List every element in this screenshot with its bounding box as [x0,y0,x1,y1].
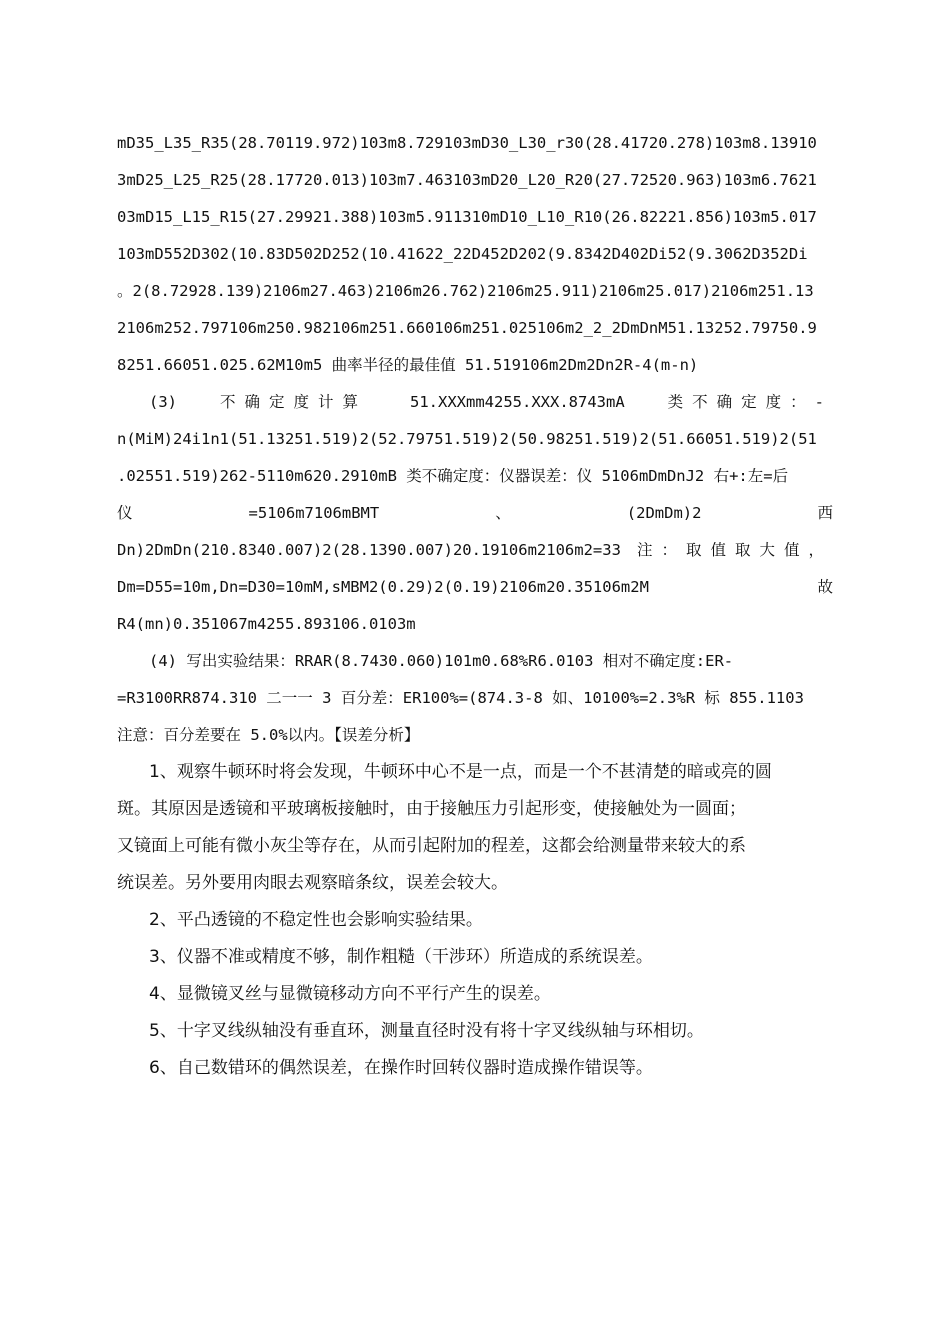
section-title: 不确定度计算 [220,393,368,411]
error-item-1-line: 又镜面上可能有微小灰尘等存在，从而引起附加的程差，这都会给测量带来较大的系 [117,836,746,856]
section-number: (3) [149,393,177,411]
error-item-6: 6、自己数错环的偶然误差，在操作时回转仪器时造成操作错误等。 [149,1058,653,1078]
uncertainty-heading-line [117,384,833,421]
formula-line: 2106m252.797106m250.982106m251.660106m251.025106m2_2_2DmDnM51.13252.79750.9 [117,319,817,337]
radius-uncertainty-line: R4(mn)0.351067m4255.893106.0103m [117,615,416,633]
uncertainty-type-label: 类不确定度：- [667,393,833,411]
error-item-1-line: 斑。其原因是透镜和平玻璃板接触时，由于接触压力引起形变，使接触处为一圆面； [117,799,746,819]
therefore-label: 故 [817,578,833,596]
formula-line: 03mD15_L15_R15(27.29921.388)103m5.911310mD10_L10_R10(26.82221.856)103m5.017 [117,208,817,226]
instrument-error-line [117,495,833,532]
uncertainty-line: .02551.519)262-5110m620.2910mB 类不确定度：仪器误差：仪 5106mDmDnJ2 右+:左=后 [117,467,789,485]
formula-line: 3mD25_L25_R25(28.17720.013)103m7.463103mD20_L20_R20(27.72520.963)103m6.7621 [117,171,817,189]
error-item-3: 3、仪器不准或精度不够，制作粗糙（干涉环）所造成的系统误差。 [149,947,653,967]
section-uncertainty [117,384,833,643]
uncertainty-line: n(MiM)24i1n1(51.13251.519)2(52.79751.519)2(50.98251.519)2(51.66051.519)2(51 [117,430,817,448]
dm-dn-line [117,569,833,606]
result-note-line: 注意：百分差要在 5.0%以内。【误差分析】 [117,726,420,744]
result-line: =R3100RR874.310 二一一 3 百分差：ER100%=(874.3-8 如、10100%=2.3%R 标 855.1103 [117,689,804,707]
error-item-1-line: 统误差。另外要用肉眼去观察暗条纹，误差会较大。 [117,873,508,893]
note-take-max: 注：取值取大值， [636,541,833,559]
error-item-4: 4、显微镜叉丝与显微镜移动方向不平行产生的误差。 [149,984,551,1004]
error-item-2: 2、平凸透镜的不稳定性也会影响实验结果。 [149,910,483,930]
formula-line: 103mD552D302(10.83D502D252(10.41622_22D452D202(9.8342D402Di52(9.3062D352Di [117,245,808,263]
result-line: (4) 写出实验结果：RRAR(8.7430.060)101m0.68%R6.0103 相对不确定度:ER- [149,652,734,670]
error-item-5: 5、十字叉线纵轴没有垂直环，测量直径时没有将十字叉线纵轴与环相切。 [149,1021,704,1041]
instrument-error-part: 西 [817,504,833,522]
error-item-1-line: 1、观察牛顿环时将会发现，牛顿环中心不是一点，而是一个不甚清楚的暗或亮的圆 [149,762,772,782]
dm-dn-expr: Dm=D55=10m,Dn=D30=10mM,sMBM2(0.29)2(0.19)2106m20.35106m2M [117,578,649,596]
formula-line: 8251.66051.025.62M10m5 曲率半径的最佳值 51.519106m2Dm2Dn2R-4(m-n) [117,356,699,374]
formula-line: mD35_L35_R35(28.70119.972)103m8.729103mD30_L30_r30(28.41720.278)103m8.13910 [117,134,817,152]
combined-uncertainty-expr: Dn)2DmDn(210.8340.007)2(28.1390.007)20.19106m2106m2=33 [117,541,621,559]
instrument-error-part: =5106m7106mBMT [248,504,380,522]
combined-uncertainty-line [117,532,833,569]
formula-block [117,125,833,384]
section-result [117,643,833,754]
document-body [117,125,833,1087]
instrument-error-part: 、 [495,504,511,522]
formula-line: 。2(8.72928.139)2106m27.463)2106m26.762)2106m25.911)2106m25.017)2106m251.13 [117,282,814,300]
uncertainty-expression: 51.XXXmm4255.XXX.8743mA [410,393,625,411]
instrument-error-part: 仪 [117,504,133,522]
error-analysis-list [117,754,833,1087]
instrument-error-part: (2DmDm)2 [626,504,702,522]
